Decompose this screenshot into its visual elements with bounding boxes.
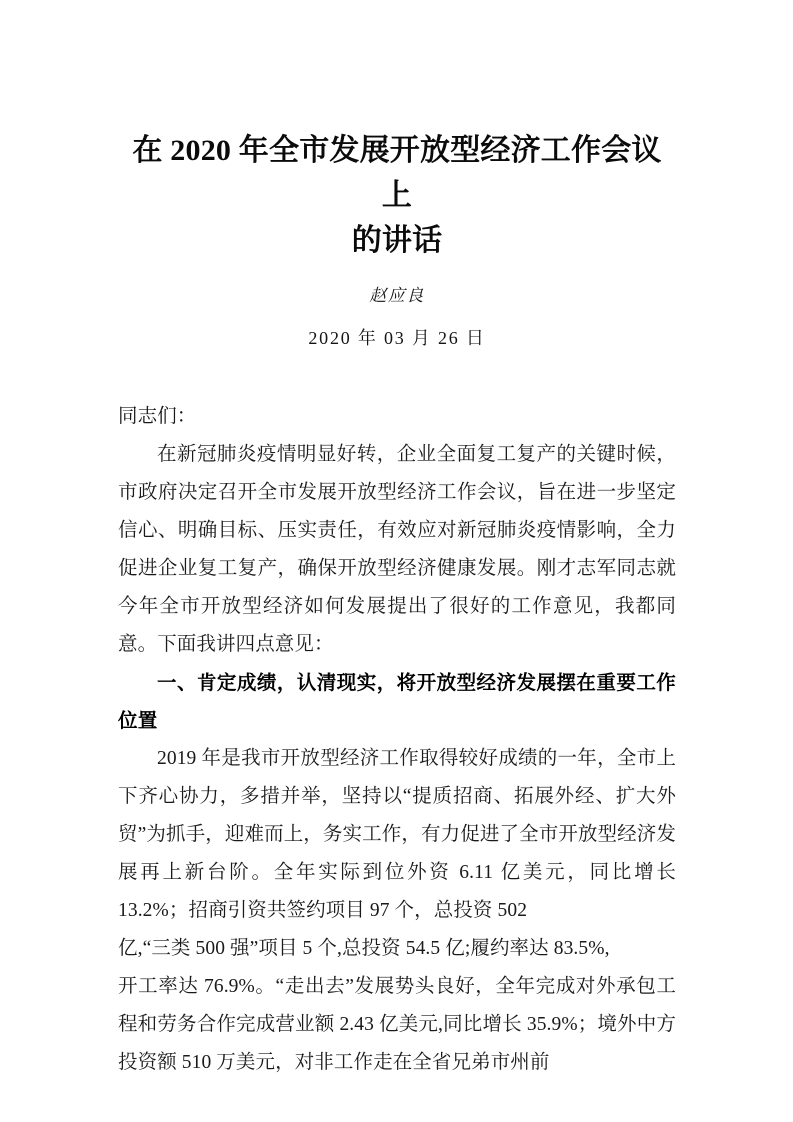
paragraph-intro: 在新冠肺炎疫情明显好转，企业全面复工复产的关键时候，市政府决定召开全市发展开放型经济工作会议，旨在进一步坚定信心、明确目标、压实责任，有效应对新冠肺炎疫情影响，全力促进企业复工复产，确保开放型经济健康发展。刚才志军同志就今年全市开放型经济如何发展提出了很好的工作意见，我都同意。下面我讲四点意见： bbox=[118, 444, 676, 655]
document-title-line-2: 的讲话 bbox=[351, 224, 443, 257]
document-author: 赵应良 bbox=[369, 286, 425, 305]
page-title bbox=[118, 0, 676, 263]
salutation: 同志们： bbox=[118, 406, 197, 427]
paragraph-achievements-part-b: 亿,“三类 500 强”项目 5 个,总投资 54.5 亿;履约率达 83.5%, bbox=[118, 938, 610, 959]
section-heading-one: 一、肯定成绩，认清现实，将开放型经济发展摆在重要工作位置 bbox=[118, 672, 676, 732]
page-content bbox=[118, 0, 676, 1082]
paragraph-achievements-part-a: 2019 年是我市开放型经济工作取得较好成绩的一年，全市上下齐心协力，多措并举，坚持以“提质招商、拓展外经、扩大外贸”为抓手，迎难而上，务实工作，有力促进了全市开放型经济发展再上新台阶。全年实际到位外资 6.11 亿美元，同比增长 13.2%；招商引资共签约项目 97 个，总投资 502 bbox=[118, 748, 676, 921]
document-title-line-1: 在 2020 年全市发展开放型经济工作会议上 bbox=[132, 134, 662, 212]
document-body bbox=[118, 351, 676, 1082]
document-date: 2020 年 03 月 26 日 bbox=[308, 328, 486, 348]
paragraph-achievements-part-c: 开工率达 76.9%。“走出去”发展势头良好，全年完成对外承包工程和劳务合作完成营业额 2.43 亿美元,同比增长 35.9%；境外中方投资额 510 万美元，对非工作走在全省兄弟市州前 bbox=[118, 976, 676, 1073]
